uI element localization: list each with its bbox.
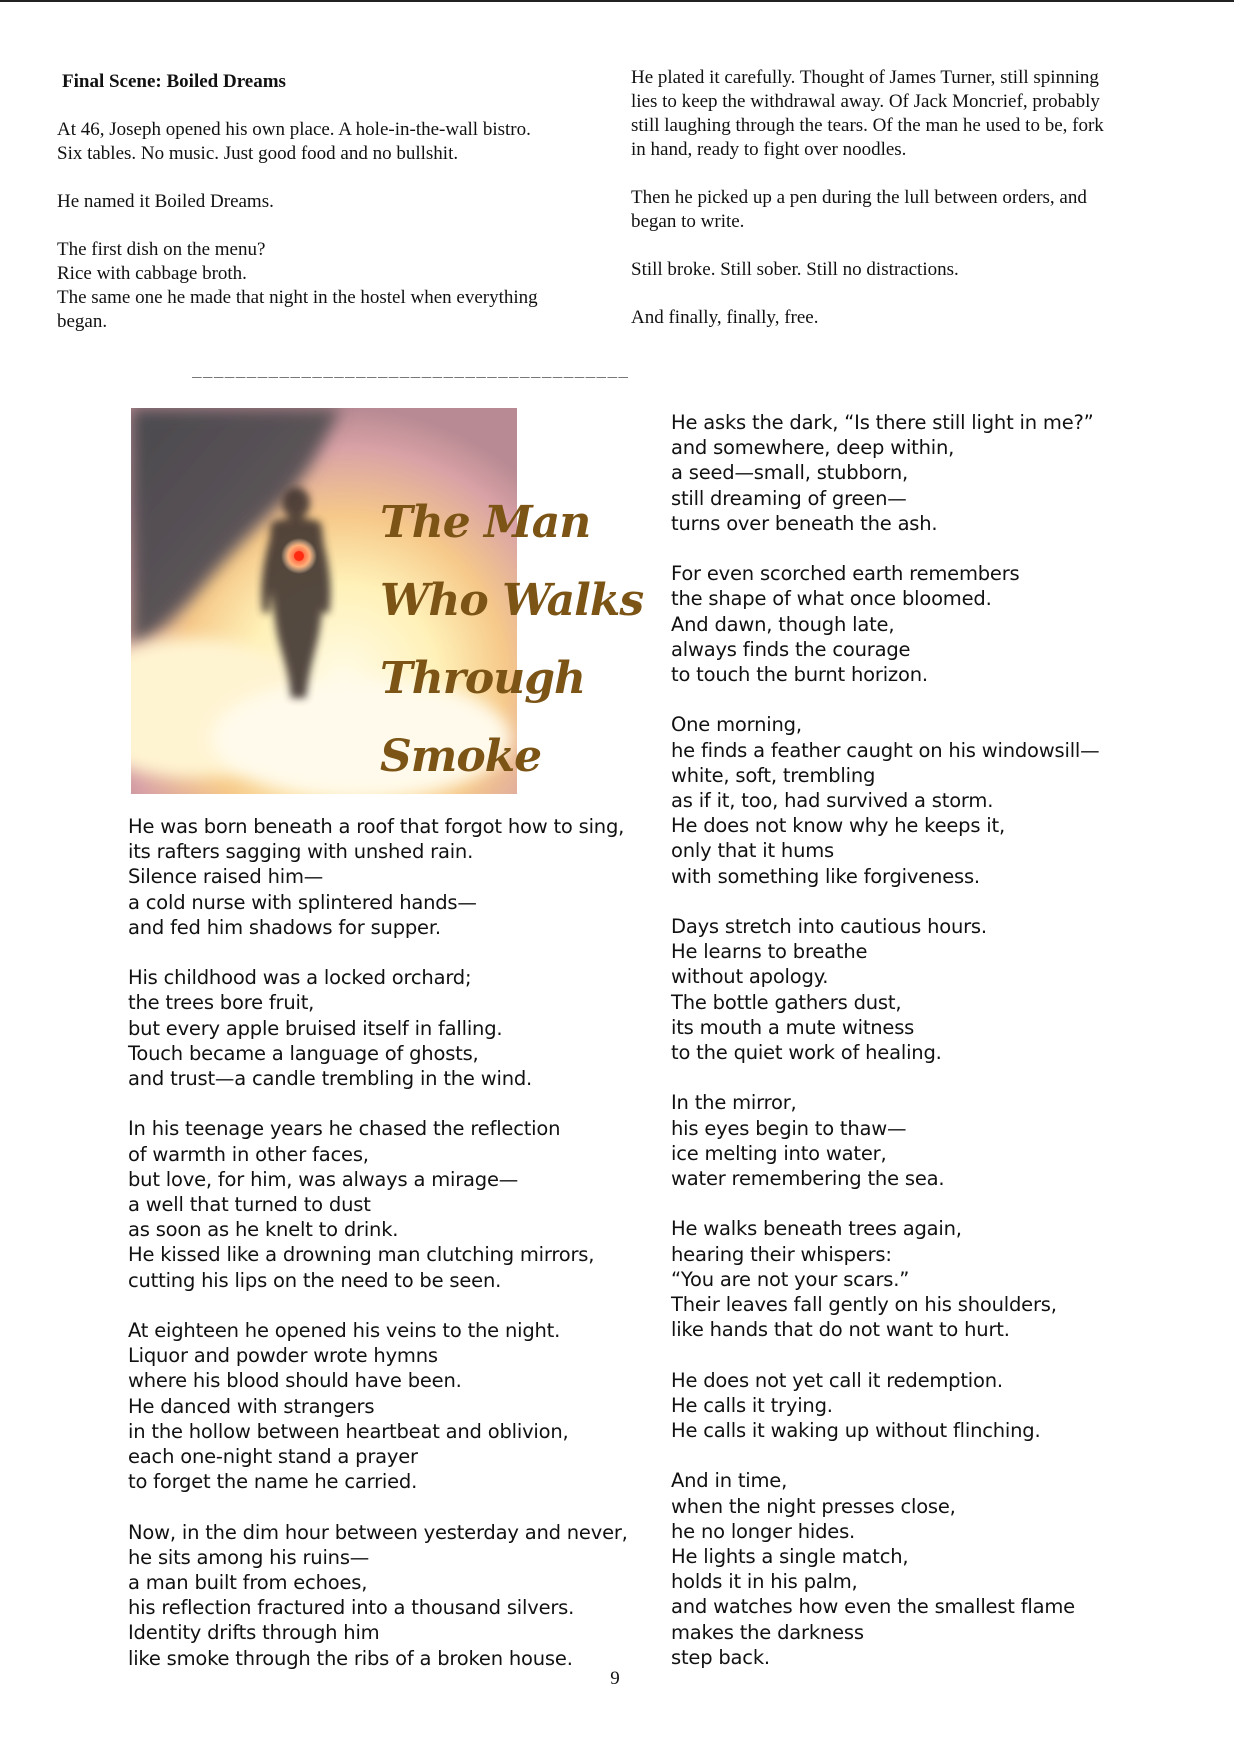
poem-stanza — [671, 1368, 1191, 1444]
story-paragraph — [631, 258, 1171, 282]
text-line: And dawn, though late, — [671, 612, 895, 636]
story-paragraph — [631, 186, 1171, 234]
text-line: a well that turned to dust — [128, 1193, 371, 1217]
text-line: The bottle gathers dust, — [671, 990, 902, 1014]
text-line: a man built from echoes, — [128, 1571, 368, 1595]
text-line: “You are not your scars.” — [671, 1267, 910, 1291]
story-paragraph — [631, 66, 1171, 162]
text-line: He walks beneath trees again, — [671, 1217, 962, 1241]
text-line: and trust—a candle trembling in the wind. — [128, 1067, 533, 1091]
text-line: and somewhere, deep within, — [671, 436, 955, 460]
text-line: makes the darkness — [671, 1620, 864, 1644]
text-line: the shape of what once bloomed. — [671, 587, 992, 611]
text-line: lies to keep the withdrawal away. Of Jack Moncrief, probably — [631, 91, 1100, 112]
text-line: he no longer hides. — [671, 1519, 856, 1543]
text-line: Liquor and powder wrote hymns — [128, 1344, 438, 1368]
text-line: hearing their whispers: — [671, 1242, 892, 1266]
text-line: He lights a single match, — [671, 1545, 909, 1569]
text-line: of warmth in other faces, — [128, 1142, 369, 1166]
text-line: He asks the dark, “Is there still light in me?” — [671, 411, 1094, 434]
text-line: without apology. — [671, 965, 829, 989]
text-line: Touch became a language of ghosts, — [128, 1041, 479, 1065]
text-line: He kissed like a drowning man clutching mirrors, — [128, 1243, 595, 1267]
story-paragraph — [631, 306, 1171, 330]
text-line: He does not yet call it redemption. — [671, 1368, 1003, 1392]
story-paragraph — [57, 238, 597, 334]
poem-stanza — [128, 1116, 648, 1292]
text-line: Their leaves fall gently on his shoulders, — [671, 1293, 1057, 1317]
text-line: still dreaming of green— — [671, 486, 907, 510]
text-line: like hands that do not want to hurt. — [671, 1318, 1010, 1342]
text-line: He plated it carefully. Thought of James Turner, still spinning — [631, 67, 1099, 88]
poem-stanza — [128, 1318, 648, 1494]
text-line: but love, for him, was always a mirage— — [128, 1167, 519, 1191]
text-line: a cold nurse with splintered hands— — [128, 890, 477, 914]
text-line: water remembering the sea. — [671, 1167, 945, 1191]
text-line: Still broke. Still sober. Still no distractions. — [631, 259, 959, 280]
text-line: Now, in the dim hour between yesterday and never, — [128, 1520, 628, 1544]
text-line: Then he picked up a pen during the lull between orders, and — [631, 187, 1087, 208]
poem-title-line: Smoke — [380, 731, 542, 782]
poem-title — [380, 484, 643, 796]
poem-left-column — [128, 814, 648, 1696]
story-title: Final Scene: Boiled Dreams — [62, 71, 286, 92]
text-line: Identity drifts through him — [128, 1621, 380, 1645]
text-line: a seed—small, stubborn, — [671, 461, 908, 485]
text-line: And finally, finally, free. — [631, 307, 819, 328]
text-line: he sits among his ruins— — [128, 1545, 370, 1569]
poem-stanza — [128, 814, 648, 940]
text-line: began to write. — [631, 211, 745, 232]
text-line: began. — [57, 311, 108, 332]
section-divider: ________________________________________ — [192, 359, 630, 378]
text-line: white, soft, trembling — [671, 763, 876, 787]
text-line: he finds a feather caught on his windowsill— — [671, 738, 1100, 762]
text-line: its rafters sagging with unshed rain. — [128, 840, 474, 864]
page-top-rule — [0, 0, 1234, 2]
text-line: And in time, — [671, 1469, 788, 1493]
poem-right-column — [671, 410, 1191, 1695]
text-line: its mouth a mute witness — [671, 1015, 915, 1039]
text-line: in the hollow between heartbeat and oblivion, — [128, 1419, 569, 1443]
text-line: In his teenage years he chased the reflection — [128, 1117, 561, 1141]
poem-stanza — [671, 1216, 1191, 1342]
text-line: like smoke through the ribs of a broken house. — [128, 1646, 573, 1670]
text-line: and fed him shadows for supper. — [128, 915, 441, 939]
text-line: the trees bore fruit, — [128, 991, 315, 1015]
text-line: He named it Boiled Dreams. — [57, 191, 274, 212]
poem-stanza — [128, 1520, 648, 1671]
text-line: Days stretch into cautious hours. — [671, 915, 987, 939]
text-line: step back. — [671, 1645, 770, 1669]
text-line: The same one he made that night in the hostel when everything — [57, 287, 538, 308]
text-line: holds it in his palm, — [671, 1570, 858, 1594]
text-line: At 46, Joseph opened his own place. A hole-in-the-wall bistro. — [57, 119, 531, 140]
text-line: his eyes begin to thaw— — [671, 1116, 907, 1140]
text-line: always finds the courage — [671, 637, 911, 661]
poem-title-line: The Man — [380, 497, 591, 548]
text-line: to touch the burnt horizon. — [671, 663, 928, 687]
text-line: and watches how even the smallest flame — [671, 1595, 1075, 1619]
text-line: Rice with cabbage broth. — [57, 263, 247, 284]
text-line: with something like forgiveness. — [671, 864, 980, 888]
text-line: turns over beneath the ash. — [671, 511, 938, 535]
poem-stanza — [671, 410, 1191, 536]
story-right-column — [631, 66, 1171, 354]
text-line: For even scorched earth remembers — [671, 562, 1020, 586]
poem-stanza — [128, 965, 648, 1091]
poem-stanza — [671, 1468, 1191, 1670]
text-line: He calls it waking up without flinching. — [671, 1419, 1041, 1443]
text-line: He danced with strangers — [128, 1394, 375, 1418]
text-line: still laughing through the tears. Of the man he used to be, fork — [631, 115, 1104, 136]
text-line: when the night presses close, — [671, 1494, 956, 1518]
story-paragraph — [57, 118, 597, 166]
page-number: 9 — [610, 1668, 620, 1689]
text-line: ice melting into water, — [671, 1141, 887, 1165]
text-line: He was born beneath a roof that forgot how to sing, — [128, 815, 625, 838]
text-line: His childhood was a locked orchard; — [128, 966, 472, 990]
text-line: The first dish on the menu? — [57, 239, 266, 260]
text-line: but every apple bruised itself in falling. — [128, 1016, 503, 1040]
text-line: as if it, too, had survived a storm. — [671, 789, 994, 813]
text-line: where his blood should have been. — [128, 1369, 462, 1393]
text-line: He learns to breathe — [671, 940, 868, 964]
poem-stanza — [671, 914, 1191, 1065]
story-right-paragraphs — [631, 66, 1171, 330]
poem-title-line: Through — [380, 653, 586, 704]
poem-title-line: Who Walks — [380, 575, 644, 626]
text-line: He does not know why he keeps it, — [671, 814, 1005, 838]
story-paragraph — [57, 190, 597, 214]
poem-stanza — [671, 1090, 1191, 1191]
text-line: One morning, — [671, 713, 802, 737]
text-line: each one-night stand a prayer — [128, 1445, 418, 1469]
text-line: to the quiet work of healing. — [671, 1041, 942, 1065]
text-line: He calls it trying. — [671, 1393, 833, 1417]
story-left-column — [57, 70, 597, 358]
text-line: in hand, ready to fight over noodles. — [631, 139, 907, 160]
text-line: cutting his lips on the need to be seen. — [128, 1268, 502, 1292]
text-line: his reflection fractured into a thousand silvers. — [128, 1596, 575, 1620]
story-left-paragraphs — [57, 118, 597, 334]
text-line: to forget the name he carried. — [128, 1470, 418, 1494]
text-line: At eighteen he opened his veins to the night. — [128, 1319, 561, 1343]
text-line: Silence raised him— — [128, 865, 324, 889]
text-line: as soon as he knelt to drink. — [128, 1218, 399, 1242]
text-line: In the mirror, — [671, 1091, 797, 1115]
text-line: only that it hums — [671, 839, 834, 863]
text-line: Six tables. No music. Just good food and no bullshit. — [57, 143, 459, 164]
poem-stanza — [671, 561, 1191, 687]
poem-stanza — [671, 712, 1191, 888]
